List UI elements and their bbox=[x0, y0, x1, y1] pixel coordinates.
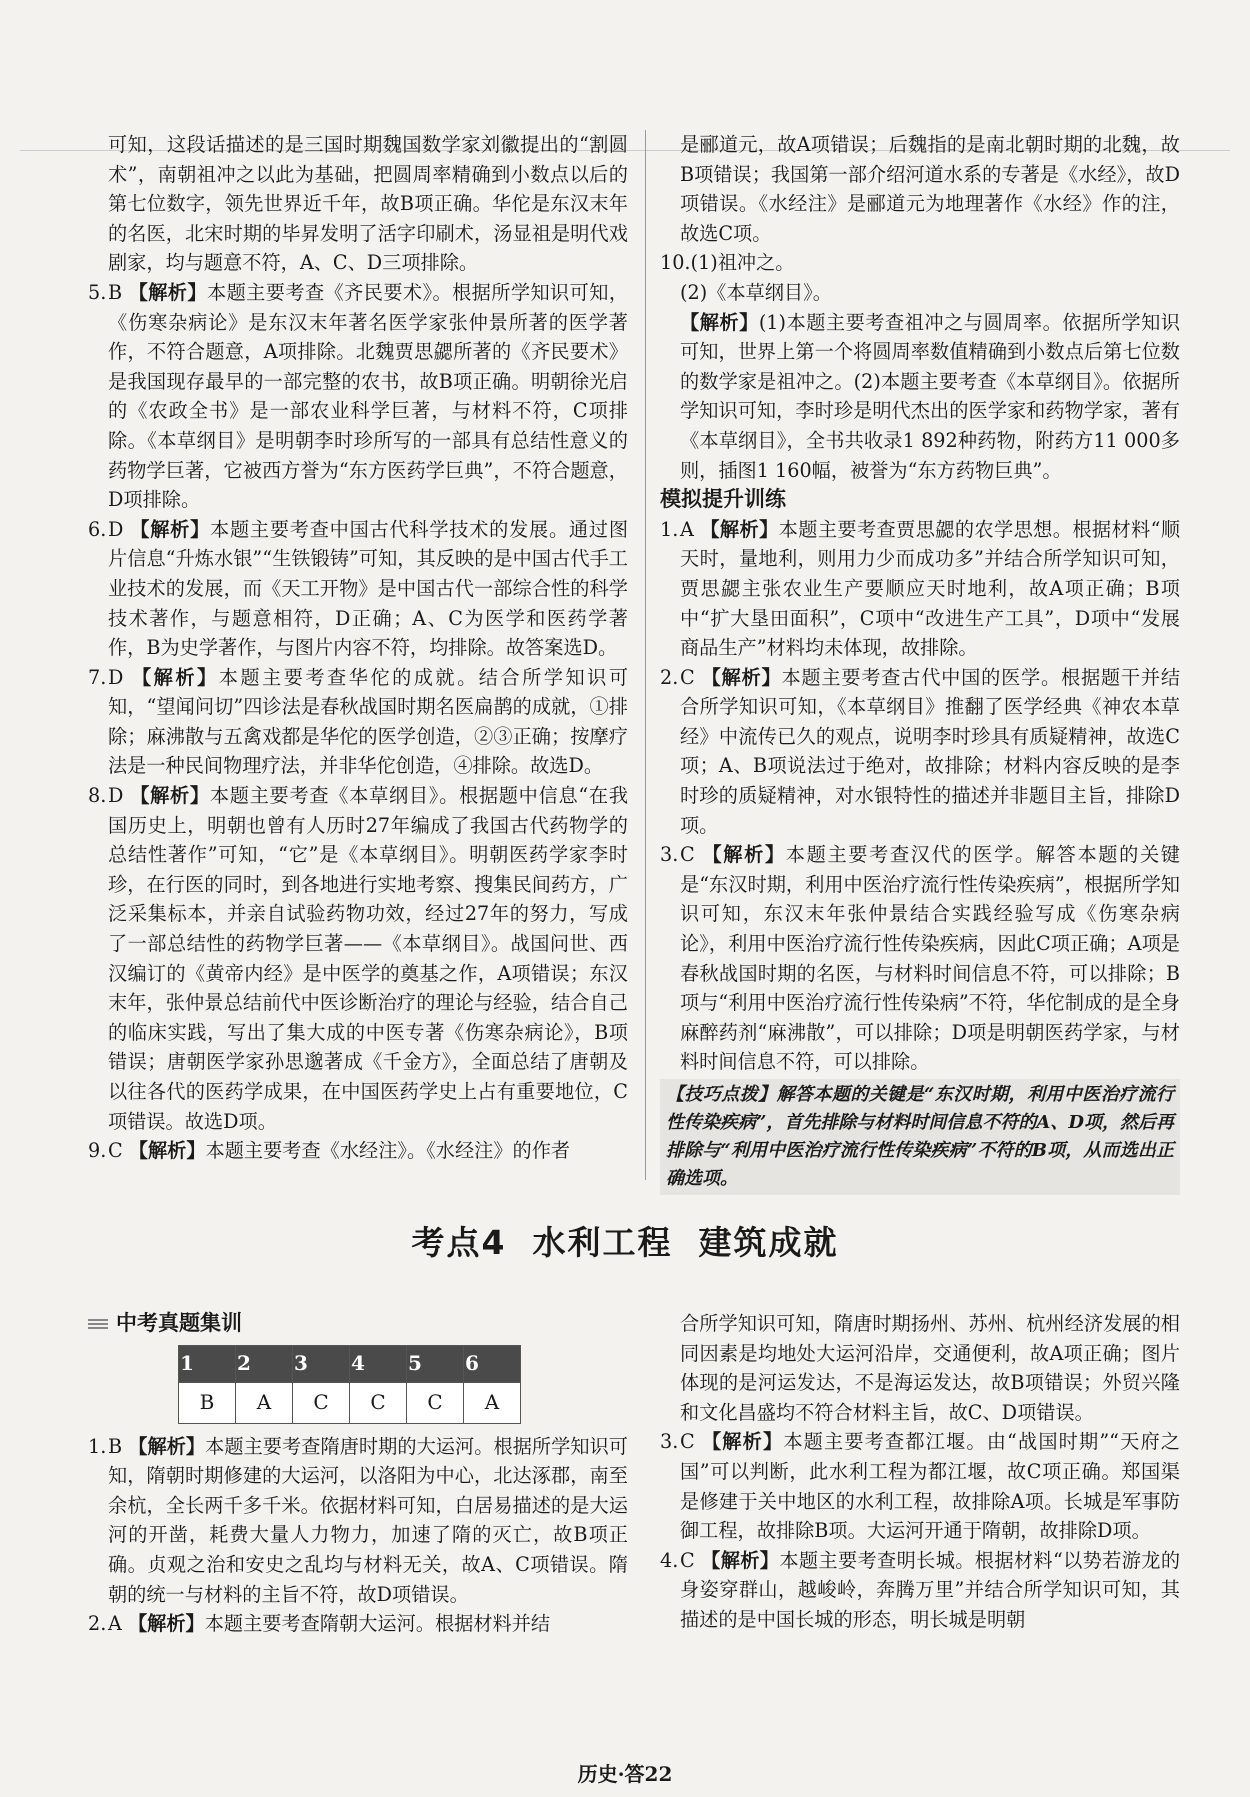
answer-table-cell: C bbox=[293, 1382, 350, 1423]
answer-item-7: 7.D 【解析】本题主要考查华佗的成就。结合所学知识可知，“望闻问切”四诊法是春秋战国时期名医扁鹊的成就，①排除；麻沸散与五禽戏都是华佗的医学创造，②③正确；按摩疗法是一种民间物理疗法，并非华佗创造，④排除。故选D。 bbox=[88, 665, 629, 778]
top-left-column bbox=[88, 130, 628, 1166]
answer-table-header: 3 bbox=[293, 1345, 350, 1382]
tip-box bbox=[660, 1079, 1180, 1195]
chapter-title: 考点4 水利工程 建筑成就 bbox=[411, 1223, 839, 1262]
mock-item-2: 2.C 【解析】本题主要考查古代中国的医学。根据题干并结合所学知识可知，《本草纲目》推翻了医学经典《神农本草经》中流传已久的观点，说明李时珍具有质疑精神，故选C项；A、B项说法过于绝对，故排除；材料内容反映的是李时珍的质疑精神，对水银特性的描述并非题目主旨，排除D项。 bbox=[660, 665, 1181, 837]
answer-table-cell: A bbox=[236, 1382, 293, 1423]
bottom-left-column bbox=[88, 1309, 628, 1639]
answer-table-header: 6 bbox=[464, 1345, 521, 1382]
continued-text: 合所学知识可知，隋唐时期扬州、苏州、杭州经济发展的相同因素是均地处大运河沿岸，交通便利，故A项正确；图片体现的是河运发达，不是海运发达，故B项错误；外贸兴隆和文化昌盛均不符合材料主旨，故C、D项错误。 bbox=[680, 1312, 1180, 1424]
continued-text: 可知，这段话描述的是三国时期魏国数学家刘徽提出的“割圆术”，南朝祖冲之以此为基础，把圆周率精确到小数点以后的第七位数字，领先世界近千年，故B项正确。华佗是东汉末年的名医，北宋时期的毕昇发明了活字印刷术，汤显祖是明代戏剧家，均与题意不符，A、C、D三项排除。 bbox=[108, 133, 628, 275]
answer-item-10: 10.(1)祖冲之。 bbox=[660, 251, 795, 275]
mock-item-3: 3.C 【解析】本题主要考查汉代的医学。解答本题的关键是“东汉时期，利用中医治疗流行性传染疾病”，根据所学知识可知，东汉末年张仲景结合实践经验写成《伤寒杂病论》，利用中医治疗流行性传染疾病，因此C项正确；A项是春秋战国时期的名医，与材料时间信息不符，可以排除；B项与“利用中医治疗流行性传染病”不符，华佗制成的是全身麻醉药剂“麻沸散”，可以排除；D项是明朝医药学家，与材料时间信息不符，可以排除。 bbox=[660, 843, 1180, 1074]
exam-item-1: 1.B 【解析】本题主要考查隋唐时期的大运河。根据所学知识可知，隋朝时期修建的大运河，以洛阳为中心，北达涿郡，南至余杭，全长两千多千米。依据材料可知，白居易描述的是大运河的开凿，耗费大量人力物力，加速了隋的灭亡，故B项正确。贞观之治和安史之乱均与材料无关，故A、C项错误。隋朝的统一与材料的主旨不符，故D项错误。 bbox=[88, 1434, 628, 1606]
answer-table-cell: C bbox=[407, 1382, 464, 1423]
answer-table-header: 1 bbox=[179, 1345, 236, 1382]
answer-table bbox=[178, 1345, 521, 1424]
exam-item-4: 4.C 【解析】本题主要考查明长城。根据材料“以势若游龙的身姿穿群山，越峻岭，奔腾万里”并结合所学知识可知，其描述的是中国长城的形态，明长城是明朝 bbox=[660, 1548, 1181, 1631]
answer-table-header: 2 bbox=[236, 1345, 293, 1382]
answer-item-6: 6.D 【解析】本题主要考查中国古代科学技术的发展。通过图片信息“升炼水银”“生铁锻铸”可知，其反映的是中国古代手工业技术的发展，而《天工开物》是中国古代一部综合性的科学技术著作，与题意相符，D正确；A、C为医学和医药学著作，B为史学著作，与图片内容不符，均排除。故答案选D。 bbox=[88, 517, 629, 660]
continued-text: 是郦道元，故A项错误；后魏指的是南北朝时期的北魏，故B项错误；我国第一部介绍河道水系的专著是《水经》，故D项错误。《水经注》是郦道元为地理著作《水经》作的注，故选C项。 bbox=[680, 133, 1180, 245]
tip-label: 【技巧点拨】 bbox=[666, 1084, 777, 1105]
exam-item-2: 2.A 【解析】本题主要考查隋朝大运河。根据材料并结 bbox=[88, 1612, 551, 1636]
column-divider bbox=[645, 130, 646, 1180]
section-title: 模拟提升训练 bbox=[660, 487, 786, 512]
answer-item-8: 8.D 【解析】本题主要考查《本草纲目》。根据题中信息“在我国历史上，明朝也曾有人历时27年编成了我国古代药物学的总结性著作”可知，“它”是《本草纲目》。明朝医药学家李时珍，在行医的同时，到各地进行实地考察、搜集民间药方，广泛采集标本，并亲自试验药物功效，经过27年的努力，写成了一部总结性的药物学巨著——《本草纲目》。战国问世、西汉编订的《黄帝内经》是中医学的奠基之作，A项错误；东汉末年，张仲景总结前代中医诊断治疗的理论与经验，结合自己的临床实践，写出了集大成的中医专著《伤寒杂病论》，B项错误；唐朝医学家孙思邈著成《千金方》，全面总结了唐朝及以往各代的医药学成果，在中国医药学史上占有重要地位，C项错误。故选D项。 bbox=[88, 784, 629, 1133]
bottom-right-column bbox=[660, 1309, 1180, 1635]
answer-table-cell: A bbox=[464, 1382, 521, 1423]
mock-item-1: 1.A 【解析】本题主要考查贾思勰的农学思想。根据材料“顺天时，量地利，则用力少而成功多”并结合所学知识可知，贾思勰主张农业生产要顺应天时地利，故A项正确；B项中“扩大垦田面积”，C项中“改进生产工具”，D项中“发展商品生产”材料均未体现，故排除。 bbox=[660, 517, 1181, 660]
top-right-column bbox=[660, 130, 1180, 1195]
exam-item-3: 3.C 【解析】本题主要考查都江堰。由“战国时期”“天府之国”可以判断，此水利工程为都江堰，故C项正确。郑国渠是修建于关中地区的水利工程，故排除A项。长城是军事防御工程，故排除B项。大运河开通于隋朝，故排除D项。 bbox=[660, 1430, 1180, 1543]
answer-item-5: 5.B 【解析】本题主要考查《齐民要术》。根据所学知识可知，《伤寒杂病论》是东汉末年著名医学家张仲景所著的医学著作，不符合题意，A项排除。北魏贾思勰所著的《齐民要术》是我国现存最早的一部完整的农书，故B项正确。明朝徐光启的《农政全书》是一部农业科学巨著，与材料不符，C项排除。《本草纲目》是明朝李时珍所写的一部具有总结性意义的药物学巨著，它被西方誉为“东方医药学巨典”，不符合题意，D项排除。 bbox=[88, 280, 629, 512]
answer-table-header: 5 bbox=[407, 1345, 464, 1382]
answer-table-header: 4 bbox=[350, 1345, 407, 1382]
heading-bar-icon bbox=[88, 1319, 108, 1329]
answer-item-10-part2: (2)《本草纲目》。 bbox=[680, 280, 832, 304]
answer-item-10-analysis: 【解析】(1)本题主要考查祖冲之与圆周率。依据所学知识可知，世界上第一个将圆周率数值精确到小数点后第七位数的数学家是祖冲之。(2)本题主要考查《本草纲目》。依据所学知识可知，李时珍是明代杰出的医学家和药物学家，著有《本草纲目》，全书共收录1 892种药物，附药方11 000多则，插图1 160幅，被誉为“东方药物巨典”。 bbox=[680, 310, 1181, 482]
tip-text: 解答本题的关键是“东汉时期，利用中医治疗流行性传染疾病”，首先排除与材料时间信息不符的A、D项，然后再排除与“利用中医治疗流行性传染疾病”不符的B项，从而选出正确选项。 bbox=[666, 1084, 1174, 1189]
answer-table-cell: B bbox=[179, 1382, 236, 1423]
page-footer: 历史·答22 bbox=[577, 1762, 673, 1786]
section-heading: 中考真题集训 bbox=[88, 1309, 628, 1339]
answer-table-cell: C bbox=[350, 1382, 407, 1423]
answer-item-9: 9.C 【解析】本题主要考查《水经注》。《水经注》的作者 bbox=[88, 1139, 571, 1163]
